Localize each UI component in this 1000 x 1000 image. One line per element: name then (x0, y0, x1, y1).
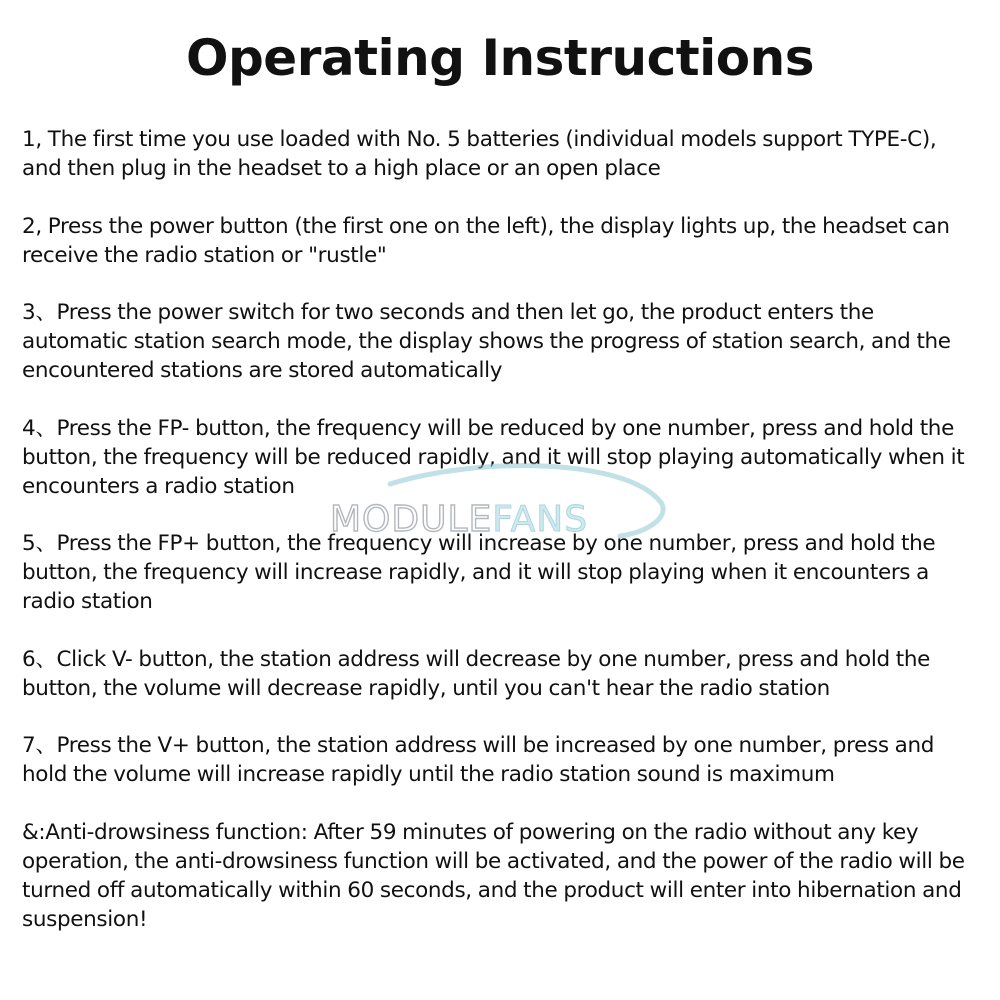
instruction-step-6: 6、Click V- button, the station address will decrease by one number, press and hold the button, the volume will decrease rapidly, until you can't hear the radio station (22, 646, 930, 701)
instruction-step-2: 2, Press the power button (the first one on the left), the display lights up, the headset can receive the radio station or "rustle" (22, 213, 950, 268)
instruction-step-5: 5、Press the FP+ button, the frequency will increase by one number, press and hold the button, the frequency will increase rapidly, and it will stop playing when it encounters a radio station (22, 531, 936, 614)
instruction-list (22, 125, 980, 962)
page-title: Operating Instructions (186, 29, 814, 87)
instruction-step-4: 4、Press the FP- button, the frequency will be reduced by one number, press and hold the button, the frequency will be reduced rapidly, and it will stop playing automatically when it encounters a radio station (22, 415, 965, 499)
watermark-text-module: MODULE (330, 499, 493, 540)
instruction-step-1: 1, The first time you use loaded with No. 5 batteries (individual models support TYPE-C), and then plug in the headset to a high place or an open place (22, 127, 937, 181)
instruction-step-7: 7、Press the V+ button, the station address will be increased by one number, press and hold the volume will increase rapidly until the radio station sound is maximum (22, 733, 935, 787)
watermark-text-fans: FANS (492, 499, 589, 540)
anti-drowsiness-note: &:Anti-drowsiness function: After 59 minutes of powering on the radio without any key operation, the anti-drowsiness function will be activated, and the power of the radio will be turned off automatically within 60 seconds, and the product will enter into hibernation and suspension! (22, 819, 965, 932)
instruction-step-3: 3、Press the power switch for two seconds and then let go, the product enters the automatic station search mode, the display shows the progress of station search, and the encountered stations are stored automatically (22, 300, 951, 383)
